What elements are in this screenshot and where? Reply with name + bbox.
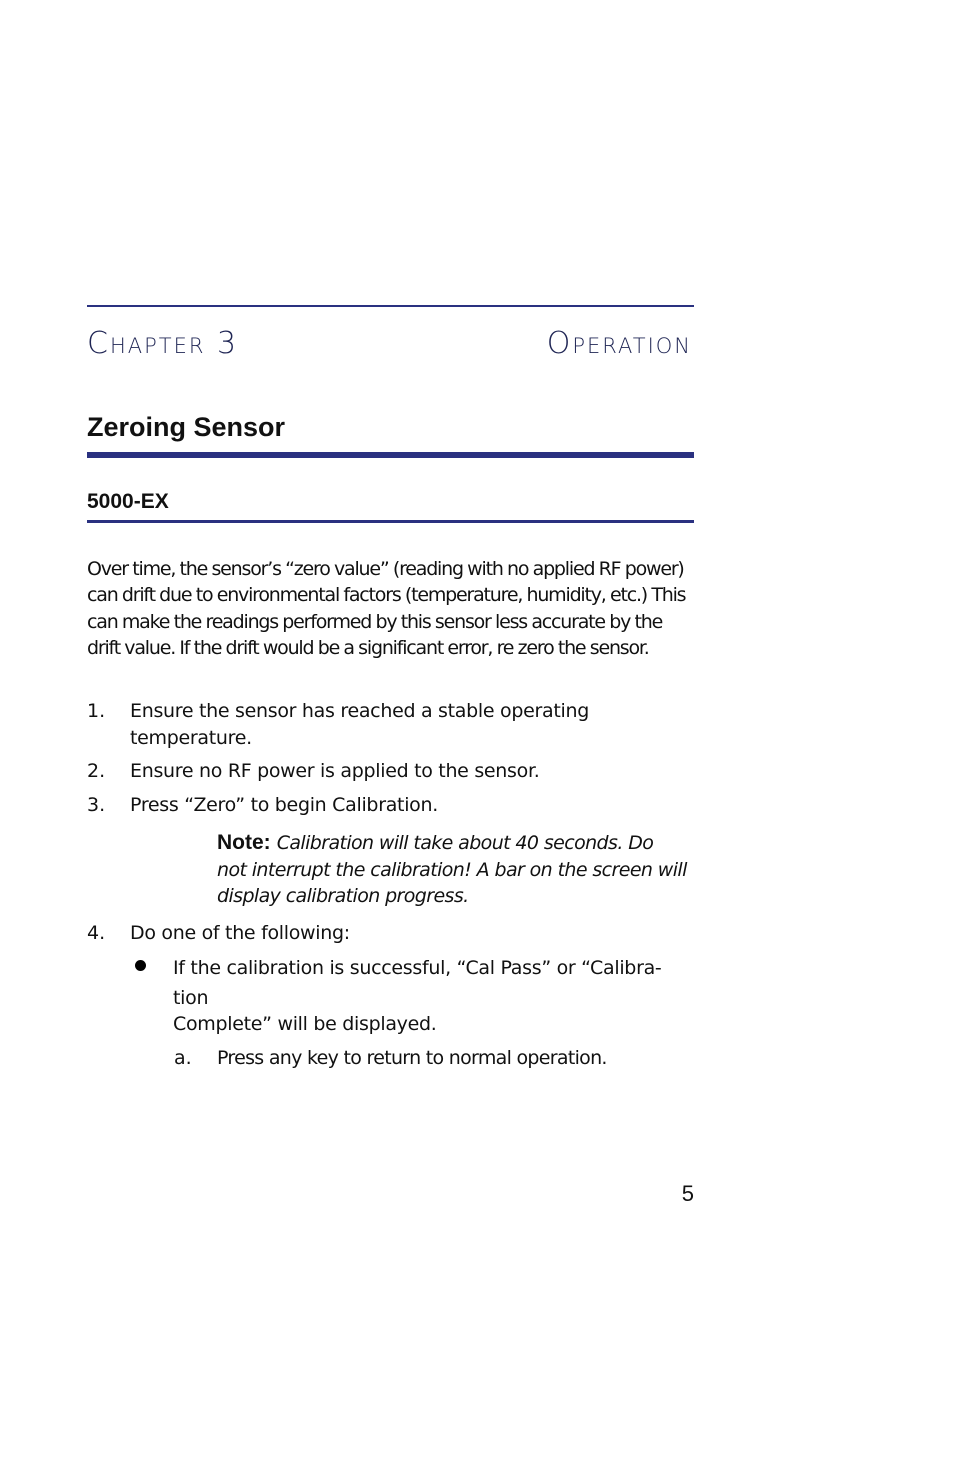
step-number: 3. (87, 794, 106, 816)
step-number: 2. (87, 760, 106, 782)
page-number: 5 (681, 1181, 694, 1206)
step-text: Ensure the sensor has reached a stable operating temperature. (130, 700, 589, 749)
chapter-label: Chapter 3 (87, 326, 239, 361)
section-heading: Zeroing Sensor (87, 412, 286, 442)
chapter-title: Operation (546, 326, 692, 361)
sub-heading: 5000-EX (87, 490, 169, 513)
chapter-top-rule (87, 305, 694, 307)
manual-page (87, 0, 694, 1475)
note-block (217, 830, 687, 910)
sub-item-text: Press any key to return to normal operation. (217, 1047, 607, 1069)
sub-item-letter: a. (174, 1047, 192, 1069)
section-rule (87, 452, 694, 458)
chapter-header (87, 326, 694, 366)
step-text: Ensure no RF power is applied to the sensor. (130, 760, 540, 782)
note-label: Note: (217, 831, 271, 854)
note-text: Calibration will take about 40 seconds. Do not interrupt the calibration! A bar on the screen will display calibration progress. (217, 832, 687, 907)
sub-heading-rule (87, 520, 694, 523)
intro-paragraph: Over time, the sensor’s “zero value” (reading with no applied RF power) can drift due to environmental factors (temperature, humidity, etc.) This can make the readings performed by this sensor less accurate by the drift value. If the drift would be a significant error, re zero the sensor. (87, 558, 686, 660)
step-number: 4. (87, 922, 106, 944)
bullet-line: If the calibration is successful, “Cal Pass” or “Calibra- (173, 957, 662, 979)
bullet-line: tion (173, 987, 209, 1009)
bullet-dot-icon (135, 960, 146, 971)
step-text: Do one of the following: (130, 922, 350, 944)
bullet-line: Complete” will be displayed. (173, 1013, 437, 1035)
step-text: Press “Zero” to begin Calibration. (130, 794, 438, 816)
step-number: 1. (87, 700, 106, 722)
bullet-text (173, 955, 693, 1040)
